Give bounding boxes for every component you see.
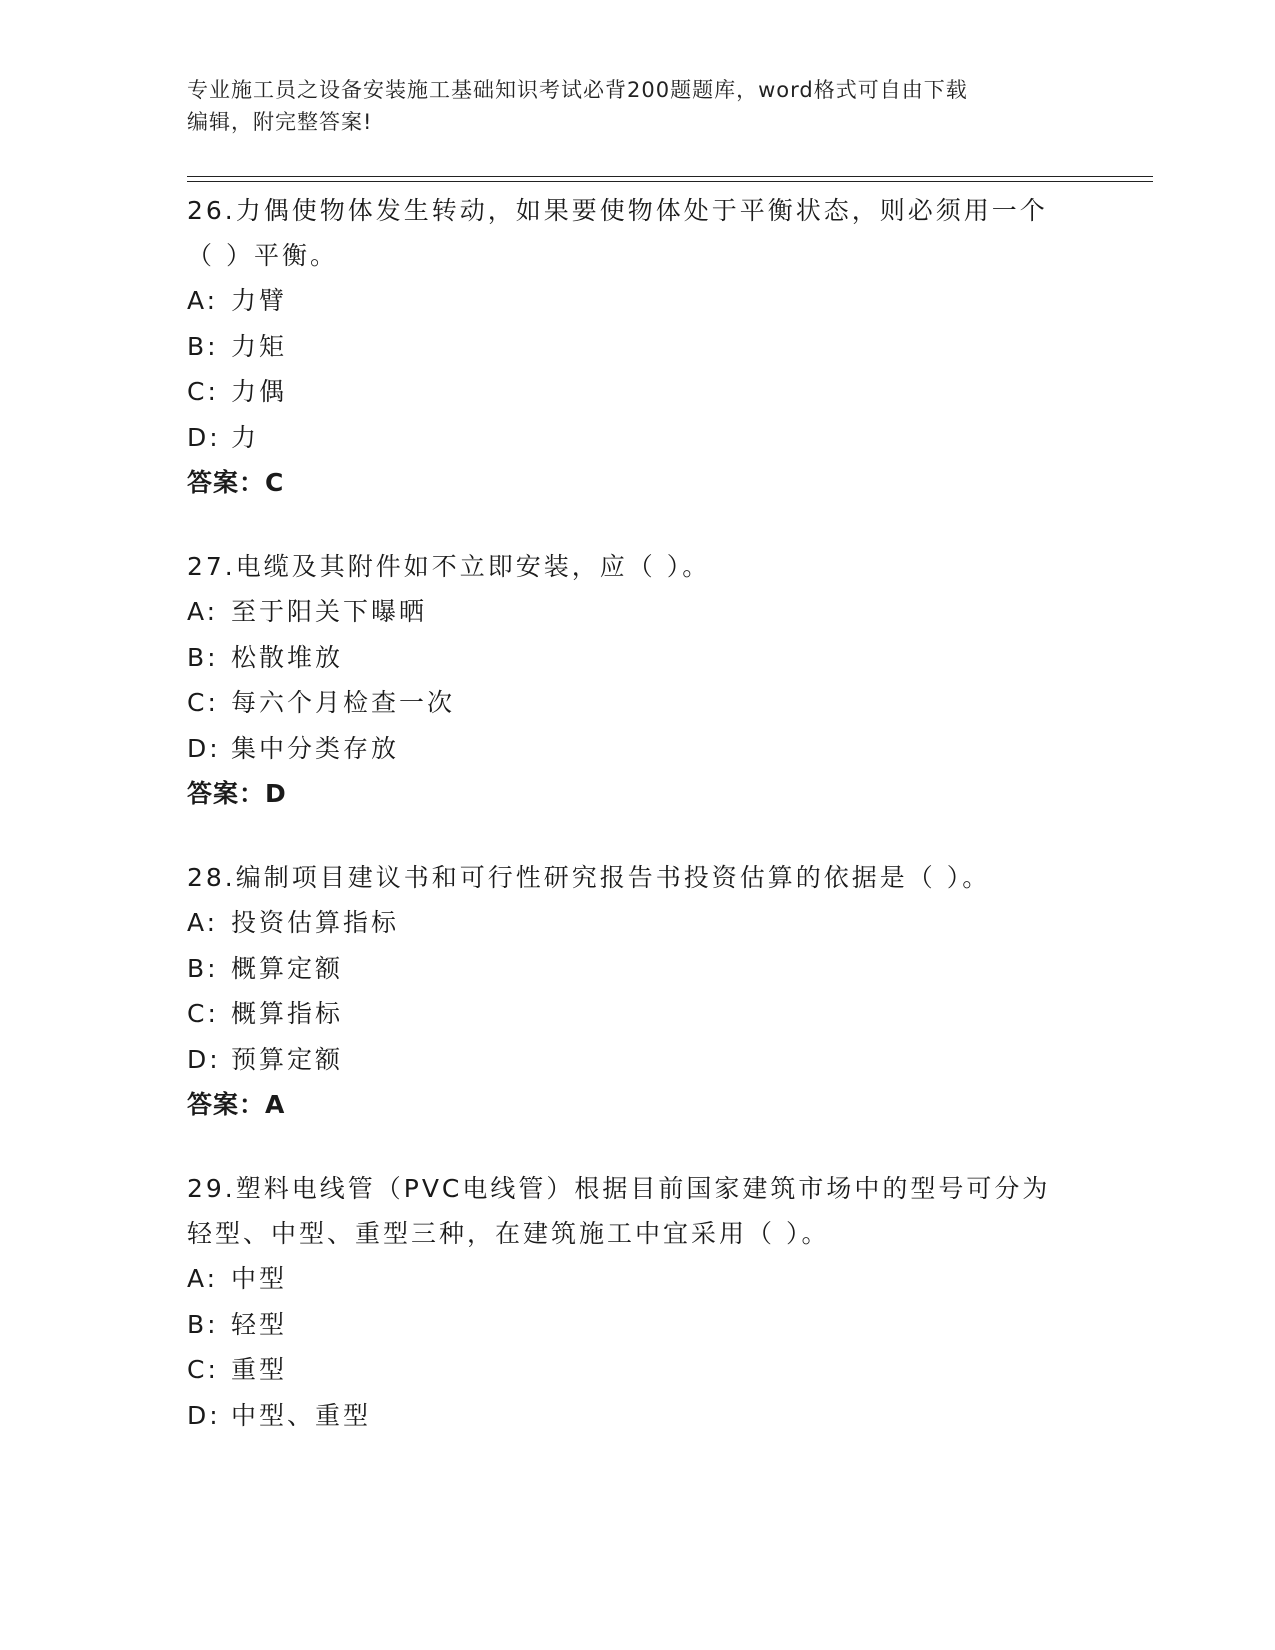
- option-b: [187, 635, 1087, 681]
- option-key: C:: [187, 688, 219, 717]
- option-text: 轻型: [231, 1309, 288, 1339]
- option-key: D:: [187, 1400, 221, 1430]
- option-text: 概算定额: [231, 953, 344, 983]
- option-key: A:: [187, 908, 219, 937]
- option-key: B:: [187, 331, 219, 361]
- answer-line: 答案：A: [187, 1090, 286, 1119]
- option-key: B:: [187, 1309, 219, 1339]
- option-key: D:: [187, 1044, 221, 1074]
- answer-line: 答案：C: [187, 468, 285, 497]
- option-c: [187, 680, 1087, 726]
- option-d: [187, 726, 1087, 772]
- question-29: [187, 1166, 1087, 1438]
- option-key: D:: [187, 733, 221, 763]
- option-key: A:: [187, 1264, 219, 1293]
- option-d: [187, 1393, 1087, 1439]
- option-text: 力矩: [231, 331, 288, 361]
- option-text: 中型、重型: [231, 1400, 372, 1430]
- option-a: [187, 278, 1087, 324]
- question-stem-line: 26.力偶使物体发生转动，如果要使物体处于平衡状态，则必须用一个: [187, 196, 1048, 225]
- option-text: 集中分类存放: [231, 733, 400, 763]
- option-text: 力臂: [231, 286, 288, 315]
- header-line-1: 专业施工员之设备安装施工基础知识考试必背200题题库，word格式可自由下载: [187, 78, 968, 102]
- option-b: [187, 324, 1087, 370]
- option-d: [187, 1037, 1087, 1083]
- option-d: [187, 415, 1087, 461]
- option-a: [187, 1256, 1087, 1302]
- option-text: 力: [231, 422, 260, 452]
- option-b: [187, 1302, 1087, 1348]
- option-text: 至于阳关下曝晒: [231, 597, 428, 626]
- option-key: C:: [187, 377, 219, 406]
- option-key: D:: [187, 422, 221, 452]
- option-text: 松散堆放: [231, 642, 344, 672]
- question-stem-line: 28.编制项目建议书和可行性研究报告书投资估算的依据是（ ）。: [187, 863, 991, 892]
- option-text: 重型: [231, 1355, 288, 1384]
- question-27: [187, 544, 1087, 816]
- header-divider-top: [187, 176, 1153, 177]
- option-key: A:: [187, 597, 219, 626]
- option-c: [187, 1347, 1087, 1393]
- option-c: [187, 991, 1087, 1037]
- header-divider-bottom: [187, 181, 1153, 182]
- option-text: 概算指标: [231, 999, 344, 1028]
- option-c: [187, 369, 1087, 415]
- question-stem-line: 27.电缆及其附件如不立即安装，应（ ）。: [187, 552, 711, 581]
- document-header: [187, 74, 1067, 138]
- question-28: [187, 855, 1087, 1127]
- option-text: 力偶: [231, 377, 288, 406]
- option-a: [187, 900, 1087, 946]
- option-a: [187, 589, 1087, 635]
- header-line-2: 编辑，附完整答案!: [187, 110, 373, 134]
- question-26: [187, 188, 1087, 505]
- option-text: 预算定额: [231, 1044, 344, 1074]
- question-stem-line: 29.塑料电线管（PVC电线管）根据目前国家建筑市场中的型号可分为: [187, 1174, 1051, 1203]
- option-key: B:: [187, 953, 219, 983]
- option-text: 投资估算指标: [231, 908, 400, 937]
- question-list: [187, 188, 1087, 1477]
- option-key: B:: [187, 642, 219, 672]
- option-key: C:: [187, 1355, 219, 1384]
- option-text: 每六个月检查一次: [231, 688, 456, 717]
- answer-line: 答案：D: [187, 779, 287, 808]
- question-stem-line: 轻型、中型、重型三种，在建筑施工中宜采用（ ）。: [187, 1219, 830, 1248]
- option-b: [187, 946, 1087, 992]
- option-text: 中型: [231, 1264, 288, 1293]
- question-stem-line: （ ）平衡。: [187, 241, 338, 270]
- option-key: A:: [187, 286, 219, 315]
- option-key: C:: [187, 999, 219, 1028]
